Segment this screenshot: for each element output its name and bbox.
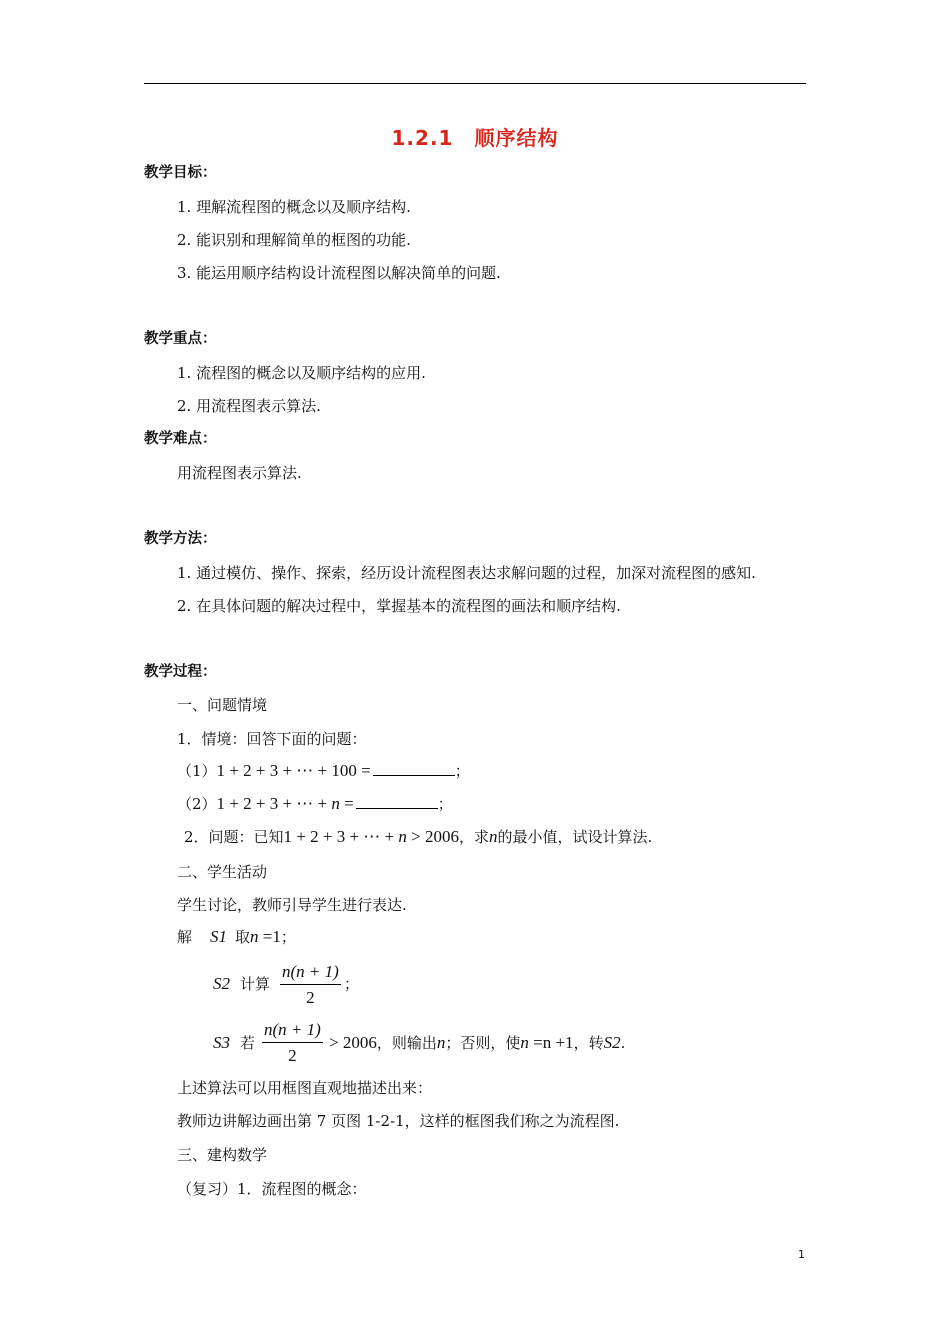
question-2-blank (356, 794, 438, 809)
discussion-text: 学生讨论，教师引导学生进行表达. (177, 896, 407, 914)
keypoint-item-1: 1. 流程图的概念以及顺序结构的应用. (177, 364, 426, 382)
fraction-numerator: n(n + 1) (280, 962, 341, 985)
question-1-blank (373, 761, 455, 776)
step-s3-assign: =n +1 (528, 1033, 574, 1052)
problem-middle: ，求 (459, 828, 490, 846)
question-1-label: （1） (177, 762, 217, 780)
objectives-heading: 教学目标： (144, 165, 217, 181)
step-s2-end: ； (344, 975, 360, 993)
question-1 (177, 761, 470, 781)
step-s1-label: S1 (210, 927, 228, 946)
section-3-heading: 三、建构数学 (177, 1146, 268, 1164)
process-heading: 教学过程： (144, 664, 217, 680)
question-1-expression: 1 + 2 + 3 + ⋯ + 100 = (216, 761, 371, 780)
step-s1-end: ； (280, 928, 296, 946)
step-s1 (177, 927, 296, 947)
step-s2-text: 计算 (240, 975, 271, 993)
header-rule (144, 83, 806, 84)
teacher-drawing-text: 教师边讲解边画出第 7 页图 1-2-1，这样的框图我们称之为流程图. (177, 1112, 620, 1130)
question-2-expr-b: = (339, 794, 354, 813)
step-s3 (213, 1033, 255, 1053)
question-2 (177, 794, 453, 814)
problem-suffix: 的最小值，试设计算法. (497, 828, 653, 846)
step-s3-n: n (436, 1033, 446, 1052)
keypoints-heading: 教学重点： (144, 331, 217, 347)
fraction-denominator: 2 (306, 988, 315, 1007)
step-s1-eq: =1 (258, 927, 281, 946)
problem-n2: n (489, 827, 498, 846)
section-2-heading: 二、学生活动 (177, 863, 268, 881)
step-s1-n: n (250, 927, 259, 946)
step-s2-label: S2 (213, 974, 230, 993)
review-text: （复习）1．流程图的概念： (177, 1180, 367, 1198)
objective-item-3: 3. 能运用顺序结构设计流程图以解决简单的问题. (177, 264, 501, 282)
objective-item-1: 1. 理解流程图的概念以及顺序结构. (177, 198, 411, 216)
fraction-numerator: n(n + 1) (262, 1020, 323, 1043)
page-number: 1 (798, 1248, 805, 1261)
step-s3-text: 若 (240, 1034, 256, 1052)
question-2-expression (217, 794, 354, 813)
situation-text: 1．情境：回答下面的问题： (177, 730, 367, 748)
step-s3-rest (329, 1033, 625, 1053)
step-s3-assign-expression (520, 1033, 573, 1052)
step-s3-end: . (620, 1034, 626, 1052)
methods-heading: 教学方法： (144, 531, 217, 547)
step-s1-text: 取 (235, 928, 251, 946)
difficulty-item-1: 用流程图表示算法. (177, 464, 302, 482)
keypoint-item-2: 2. 用流程图表示算法. (177, 397, 321, 415)
problem-prefix: 2．问题：已知 (184, 828, 284, 846)
step-s3-n2: n (520, 1033, 529, 1052)
step-s3-gt: > 2006 (329, 1033, 377, 1052)
section-1-heading: 一、问题情境 (177, 696, 268, 714)
step-s2 (213, 974, 270, 994)
step-s3-fraction (262, 1020, 323, 1066)
method-item-1: 1. 通过模仿、操作、探索，经历设计流程图表达求解问题的过程，加深对流程图的感知. (177, 564, 756, 582)
solution-label: 解 (177, 928, 193, 946)
question-1-semicolon: ； (454, 762, 470, 780)
step-s3-then: ，则输出 (376, 1034, 437, 1052)
difficulties-heading: 教学难点： (144, 431, 217, 447)
page-title: 1.2.1 顺序结构 (391, 126, 559, 150)
problem-statement (184, 827, 652, 847)
step-s3-label: S3 (213, 1033, 230, 1052)
method-item-2: 2. 在具体问题的解决过程中，掌握基本的流程图的画法和顺序结构. (177, 597, 621, 615)
question-2-expr-a: 1 + 2 + 3 + ⋯ + (216, 794, 332, 813)
step-s1-expression (250, 927, 281, 946)
step-s2-fraction (280, 962, 341, 1008)
problem-n: n (398, 827, 407, 846)
problem-expression (284, 827, 459, 846)
problem-expr-b: > 2006 (406, 827, 459, 846)
flow-description: 上述算法可以用框图直观地描述出来： (177, 1079, 433, 1097)
question-2-label: （2） (177, 795, 217, 813)
question-2-semicolon: ； (437, 795, 453, 813)
step-s3-target: S2 (603, 1033, 621, 1052)
question-2-n: n (331, 794, 340, 813)
problem-expr-a: 1 + 2 + 3 + ⋯ + (283, 827, 399, 846)
fraction-denominator: 2 (288, 1046, 297, 1065)
step-s3-else: ；否则，使 (445, 1034, 521, 1052)
step-s3-goto: ，转 (573, 1034, 604, 1052)
objective-item-2: 2. 能识别和理解简单的框图的功能. (177, 231, 411, 249)
